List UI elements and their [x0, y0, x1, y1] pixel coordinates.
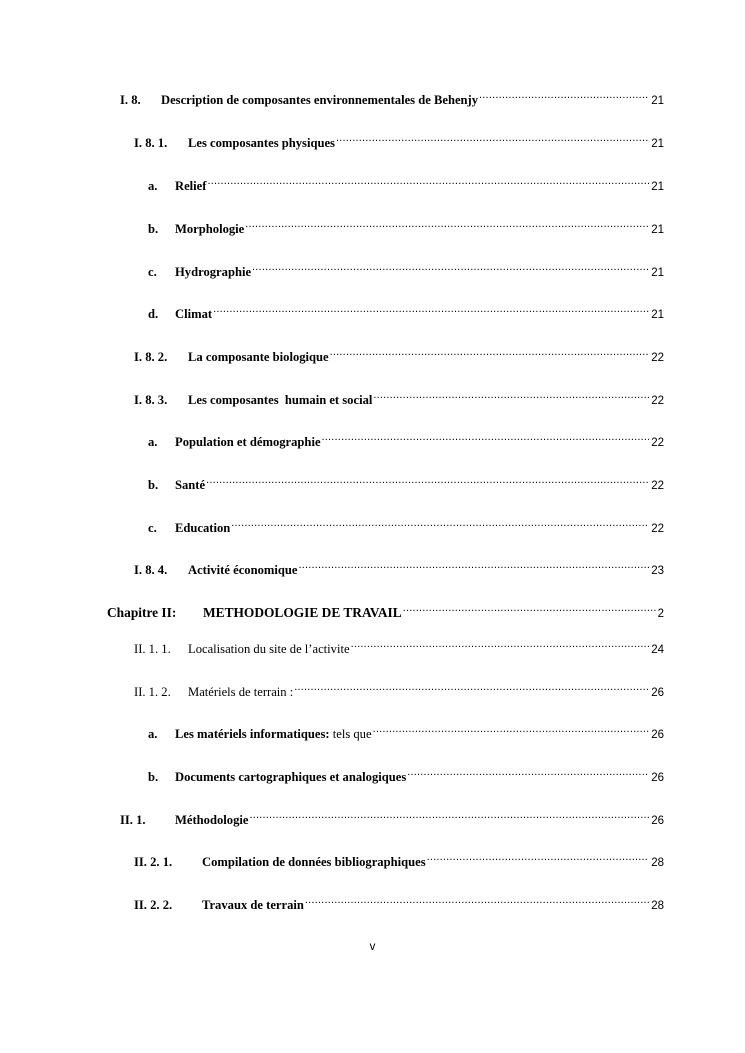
toc-entry-number: a.	[148, 435, 158, 449]
toc-entry-title: Les composantes physiques	[188, 136, 335, 150]
toc-entry[interactable]	[148, 722, 664, 741]
toc-entry-title: Description de composantes environnementales de Behenjy	[161, 93, 479, 107]
toc-entry-number: I. 8. 1.	[134, 136, 168, 150]
dot-leader	[305, 893, 649, 909]
dot-leader	[213, 302, 649, 318]
toc-entry[interactable]	[120, 808, 664, 827]
toc-entry-page: 21	[651, 267, 664, 279]
toc-entry-page: 21	[651, 309, 664, 321]
toc-entry-page: 24	[651, 644, 664, 656]
toc-entry-title: Hydrographie	[175, 265, 252, 279]
toc-entry-page: 26	[651, 815, 664, 827]
toc-entry-number: b.	[148, 222, 159, 236]
toc-entry-title: Education	[175, 521, 231, 535]
toc-entry-title: Les composantes humain et social	[188, 393, 373, 407]
toc-entry-page: 21	[651, 138, 664, 150]
toc-entry-title: La composante biologique	[188, 350, 329, 364]
toc-entry-page: 26	[651, 687, 664, 699]
dot-leader	[407, 765, 649, 781]
dot-leader	[351, 637, 650, 653]
toc-entry[interactable]	[134, 637, 664, 656]
dot-leader	[330, 345, 650, 361]
toc-entry[interactable]	[148, 516, 664, 535]
dot-leader	[336, 131, 649, 147]
toc-entry-number: II. 2. 1.	[134, 855, 173, 869]
toc-entry[interactable]	[148, 473, 664, 492]
toc-entry-title: Relief	[175, 179, 207, 193]
toc-entry-page: 22	[651, 395, 664, 407]
dot-leader	[245, 217, 649, 233]
toc-entry-page: 26	[651, 729, 664, 741]
toc-entry-page: 21	[651, 181, 664, 193]
toc-entry[interactable]	[148, 302, 664, 321]
page-number-footer: v	[369, 941, 376, 953]
dot-leader	[322, 430, 650, 446]
toc-entry-number: II. 2. 2.	[134, 898, 173, 912]
dot-leader	[294, 680, 649, 696]
toc-entry-title: Travaux de terrain	[202, 898, 304, 912]
dot-leader	[298, 558, 649, 574]
dot-leader	[427, 850, 650, 866]
toc-entry[interactable]	[134, 131, 664, 150]
toc-entry-number: d.	[148, 307, 159, 321]
toc-entry-title: METHODOLOGIE DE TRAVAIL	[203, 605, 402, 620]
toc-entry-page: 22	[651, 523, 664, 535]
toc-entry[interactable]	[134, 850, 664, 869]
toc-entry-number: II. 1.	[120, 813, 146, 827]
toc-entry-number: Chapitre II:	[107, 605, 177, 620]
toc-entry-number: c.	[148, 265, 157, 279]
toc-entry[interactable]	[148, 260, 664, 279]
toc-entry-page: 2	[657, 608, 664, 620]
toc-entry-number: a.	[148, 179, 158, 193]
dot-leader	[479, 88, 649, 104]
toc-entry-title: Matériels de terrain :	[188, 685, 294, 699]
toc-entry-title: Santé	[175, 478, 206, 492]
toc-entry-number: I. 8. 4.	[134, 563, 168, 577]
dot-leader	[207, 174, 649, 190]
toc-entry-page: 23	[651, 565, 664, 577]
toc-entry-page: 22	[651, 480, 664, 492]
toc-entry-page: 28	[651, 900, 664, 912]
toc-entry[interactable]	[134, 388, 664, 407]
toc-entry-number: a.	[148, 727, 158, 741]
toc-entry-number: II. 1. 1.	[134, 642, 171, 656]
toc-entry-title-suffix: tels que	[329, 727, 372, 741]
toc-entry-title: Les matériels informatiques:	[175, 727, 330, 741]
toc-entry[interactable]	[120, 88, 664, 107]
dot-leader	[403, 601, 656, 617]
toc-entry-title: Méthodologie	[175, 813, 249, 827]
toc-entry-number: I. 8. 2.	[134, 350, 168, 364]
toc-entry[interactable]	[148, 765, 664, 784]
toc-entry[interactable]	[148, 174, 664, 193]
toc-chapter-entry[interactable]	[107, 601, 664, 620]
dot-leader	[373, 722, 650, 738]
toc-entry-page: 21	[651, 95, 664, 107]
toc-entry-title: Climat	[175, 307, 213, 321]
dot-leader	[231, 516, 649, 532]
toc-entry-number: II. 1. 2.	[134, 685, 171, 699]
dot-leader	[249, 808, 649, 824]
toc-entry[interactable]	[148, 217, 664, 236]
toc-entry-title: Localisation du site de l’activite	[188, 642, 350, 656]
toc-entry[interactable]	[134, 680, 664, 699]
toc-entry-page: 22	[651, 352, 664, 364]
dot-leader	[252, 260, 649, 276]
toc-entry[interactable]	[134, 345, 664, 364]
toc-entry-page: 22	[651, 437, 664, 449]
toc-entry-title: Compilation de données bibliographiques	[202, 855, 426, 869]
toc-entry[interactable]	[134, 893, 664, 912]
toc-entry-page: 21	[651, 224, 664, 236]
dot-leader	[373, 388, 649, 404]
toc-entry-number: c.	[148, 521, 157, 535]
toc-entry-number: I. 8. 3.	[134, 393, 168, 407]
toc-entry-number: I. 8.	[120, 93, 141, 107]
toc-entry-title: Documents cartographiques et analogiques	[175, 770, 407, 784]
toc-entry-number: b.	[148, 478, 159, 492]
toc-entry-title: Morphologie	[175, 222, 245, 236]
toc-entry-number: b.	[148, 770, 159, 784]
toc-entry[interactable]	[148, 430, 664, 449]
toc-entry-page: 28	[651, 857, 664, 869]
dot-leader	[206, 473, 649, 489]
toc-entry-title: Activité économique	[188, 563, 298, 577]
toc-entry-page: 26	[651, 772, 664, 784]
toc-entry[interactable]	[134, 558, 664, 577]
toc-entry-title: Population et démographie	[175, 435, 321, 449]
